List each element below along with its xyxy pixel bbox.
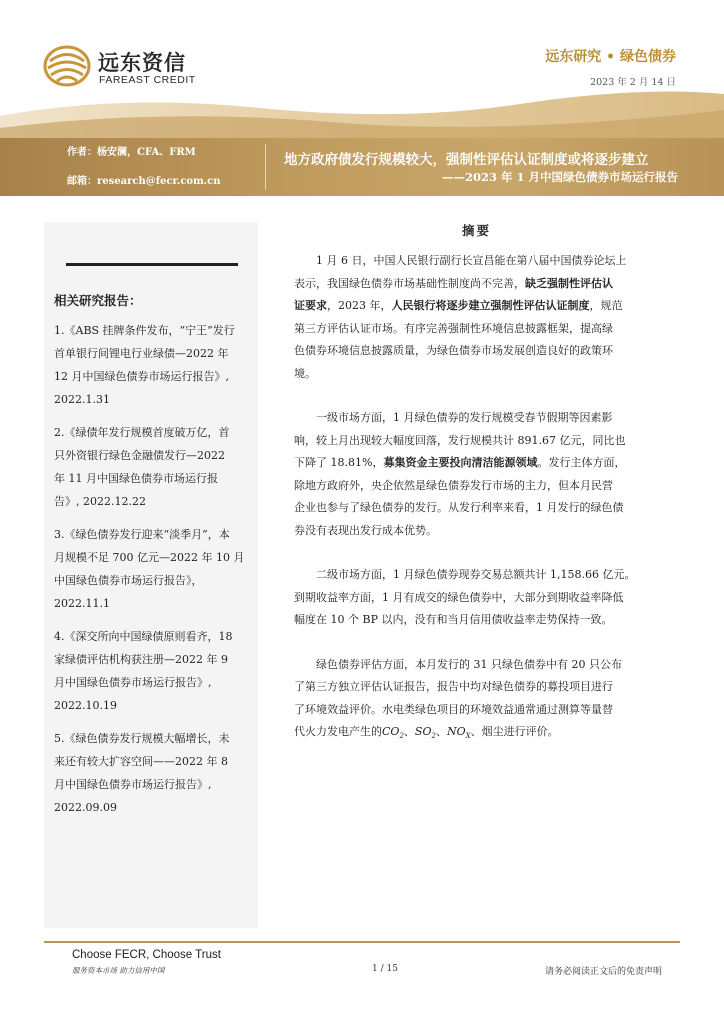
text-line: 代火力发电产生的$CO_2$、$SO_2$、$NO_X$、烟尘进行评价。	[294, 725, 559, 741]
text-line: 第三方评估认证市场。有序完善强制性环境信息披露框架，提高绿	[294, 321, 613, 335]
text-line: 二级市场方面，1 月绿色债券现券交易总额共计 1,158.66 亿元。	[316, 568, 636, 581]
related-report-line: 4.《深交所向中国绿债原则看齐，18	[54, 630, 233, 643]
related-report-line: 2022.11.1	[54, 597, 110, 610]
formula-nox: $NO_X$	[446, 725, 471, 741]
bold-phrase: 人民银行将逐步建立强制性评估认证制度	[391, 299, 590, 312]
report-date: 2023 年 2 月 14 日	[590, 77, 676, 88]
logo-english-name: FAREAST CREDIT	[99, 74, 196, 86]
text-line: 券没有表现出发行成本优势。	[294, 523, 437, 537]
text-line: 1 月 6 日，中国人民银行副行长宣昌能在第八届中国债券论坛上	[316, 254, 627, 267]
text-line: 下降了 18.81%，募集资金主要投向清洁能源领域。发行主体方面，	[294, 456, 626, 469]
abstract-paragraph	[294, 564, 684, 632]
text-line: 表示，我国绿色债券市场基础性制度尚不完善，缺乏强制性评估认	[294, 276, 613, 290]
text-line: 响，较上月出现较大幅度回落，发行规模共计 891.67 亿元，同比也	[294, 433, 626, 447]
text-line: 绿色债券评估方面，本月发行的 31 只绿色债券中有 20 只公布	[316, 657, 622, 671]
text-line: 到期收益率方面，1 月有成交的绿色债券中，大部分到期收益率降低	[294, 590, 624, 604]
related-report-line: 2022.1.31	[54, 393, 110, 406]
text-line: 了环境效益评价。水电类绿色项目的环境效益通常通过测算等量替	[294, 702, 613, 716]
formula-co2: $CO_2$	[382, 725, 404, 741]
related-report-line: 月中国绿色债券市场运行报告》,	[54, 778, 212, 791]
header-wave-decoration	[0, 86, 724, 146]
related-report-item	[54, 625, 252, 717]
related-report-item	[54, 523, 252, 615]
abstract-paragraph	[294, 250, 684, 385]
abstract-body	[294, 250, 684, 766]
formula-so2: $SO_2$	[414, 725, 436, 741]
related-report-line: 1.《ABS 挂牌条件发布，“宁王”发行	[54, 324, 235, 337]
bold-phrase: 证要求	[294, 299, 327, 312]
footer-slogan: Choose FECR, Choose Trust	[72, 949, 221, 961]
text-line: 幅度在 10 个 BP 以内，没有和当月信用债收益率走势保持一致。	[294, 613, 613, 626]
abstract-paragraph	[294, 654, 684, 744]
related-report-line: 3.《绿色债券发行迎来“淡季月”，本	[54, 528, 230, 541]
related-report-line: 月规模不足 700 亿元—2022 年 10 月	[54, 551, 245, 564]
related-report-line: 12 月中国绿色债券市场运行报告》,	[54, 370, 229, 383]
related-report-line: 告》, 2022.12.22	[54, 495, 146, 508]
author-info: 作者：杨安澜，CFA、FRM	[67, 147, 196, 158]
related-report-line: 2022.09.09	[54, 801, 117, 814]
related-report-line: 只外资银行绿色金融债发行—2022	[54, 449, 225, 462]
report-title: 地方政府债发行规模较大，强制性评估认证制度或将逐步建立	[284, 152, 649, 168]
text-line: 除地方政府外，央企依然是绿色债券发行市场的主力，但本月民营	[294, 478, 613, 492]
related-report-line: 年 11 月中国绿色债券市场运行报	[54, 472, 218, 485]
related-reports-list	[54, 319, 252, 829]
related-report-line: 来还有较大扩容空间——2022 年 8	[54, 755, 228, 768]
related-report-line: 月中国绿色债券市场运行报告》,	[54, 676, 212, 689]
related-report-item	[54, 319, 252, 411]
logo-mark-icon	[42, 44, 92, 88]
text-line: 境。	[294, 366, 316, 380]
bold-phrase: 缺乏强制性评估认	[525, 276, 613, 290]
report-series: 远东研究 • 绿色债券	[545, 49, 676, 65]
related-report-line: 中国绿色债券市场运行报告》，	[54, 574, 203, 587]
text-line: 证要求，2023 年，人民银行将逐步建立强制性评估认证制度，规范	[294, 299, 623, 312]
related-report-item	[54, 421, 252, 513]
sidebar-rule	[66, 263, 238, 266]
related-report-line: 5.《绿色债券发行规模大幅增长，未	[54, 732, 230, 745]
text-line: 色债券环境信息披露质量，为绿色债券市场发展创造良好的政策环	[294, 344, 613, 357]
related-report-line: 2.《绿债年发行规模首度破万亿，首	[54, 426, 230, 439]
text-line: 了第三方独立评估认证报告，报告中均对绿色债券的募投项目进行	[294, 680, 613, 693]
text-line: 企业也参与了绿色债券的发行。从发行利率来看，1 月发行的绿色债	[294, 501, 624, 514]
related-report-line: 2022.10.19	[54, 699, 117, 712]
page-number: 1 / 15	[372, 964, 398, 974]
banner-divider	[265, 144, 266, 190]
footer-disclaimer: 请务必阅读正文后的免责声明	[544, 967, 662, 977]
related-report-line: 家绿债评估机构获注册—2022 年 9	[54, 653, 228, 666]
text-line: 一级市场方面，1 月绿色债券的发行规模受春节假期等因素影	[316, 411, 613, 424]
logo-chinese-name: 远东资信	[98, 51, 186, 75]
footer-rule	[44, 941, 680, 943]
author-email: 邮箱：research@fecr.com.cn	[67, 176, 221, 187]
abstract-heading: 摘要	[462, 223, 492, 238]
footer-tagline: 服务资本市场 助力信用中国	[72, 966, 165, 975]
related-report-line: 首单银行间锂电行业绿债—2022 年	[54, 347, 229, 360]
report-subtitle: ——2023 年 1 月中国绿色债券市场运行报告	[441, 170, 678, 184]
related-report-item	[54, 727, 252, 819]
bold-phrase: 募集资金主要投向清洁能源领域	[383, 456, 538, 469]
related-reports-heading: 相关研究报告：	[54, 293, 142, 308]
abstract-paragraph	[294, 407, 684, 542]
